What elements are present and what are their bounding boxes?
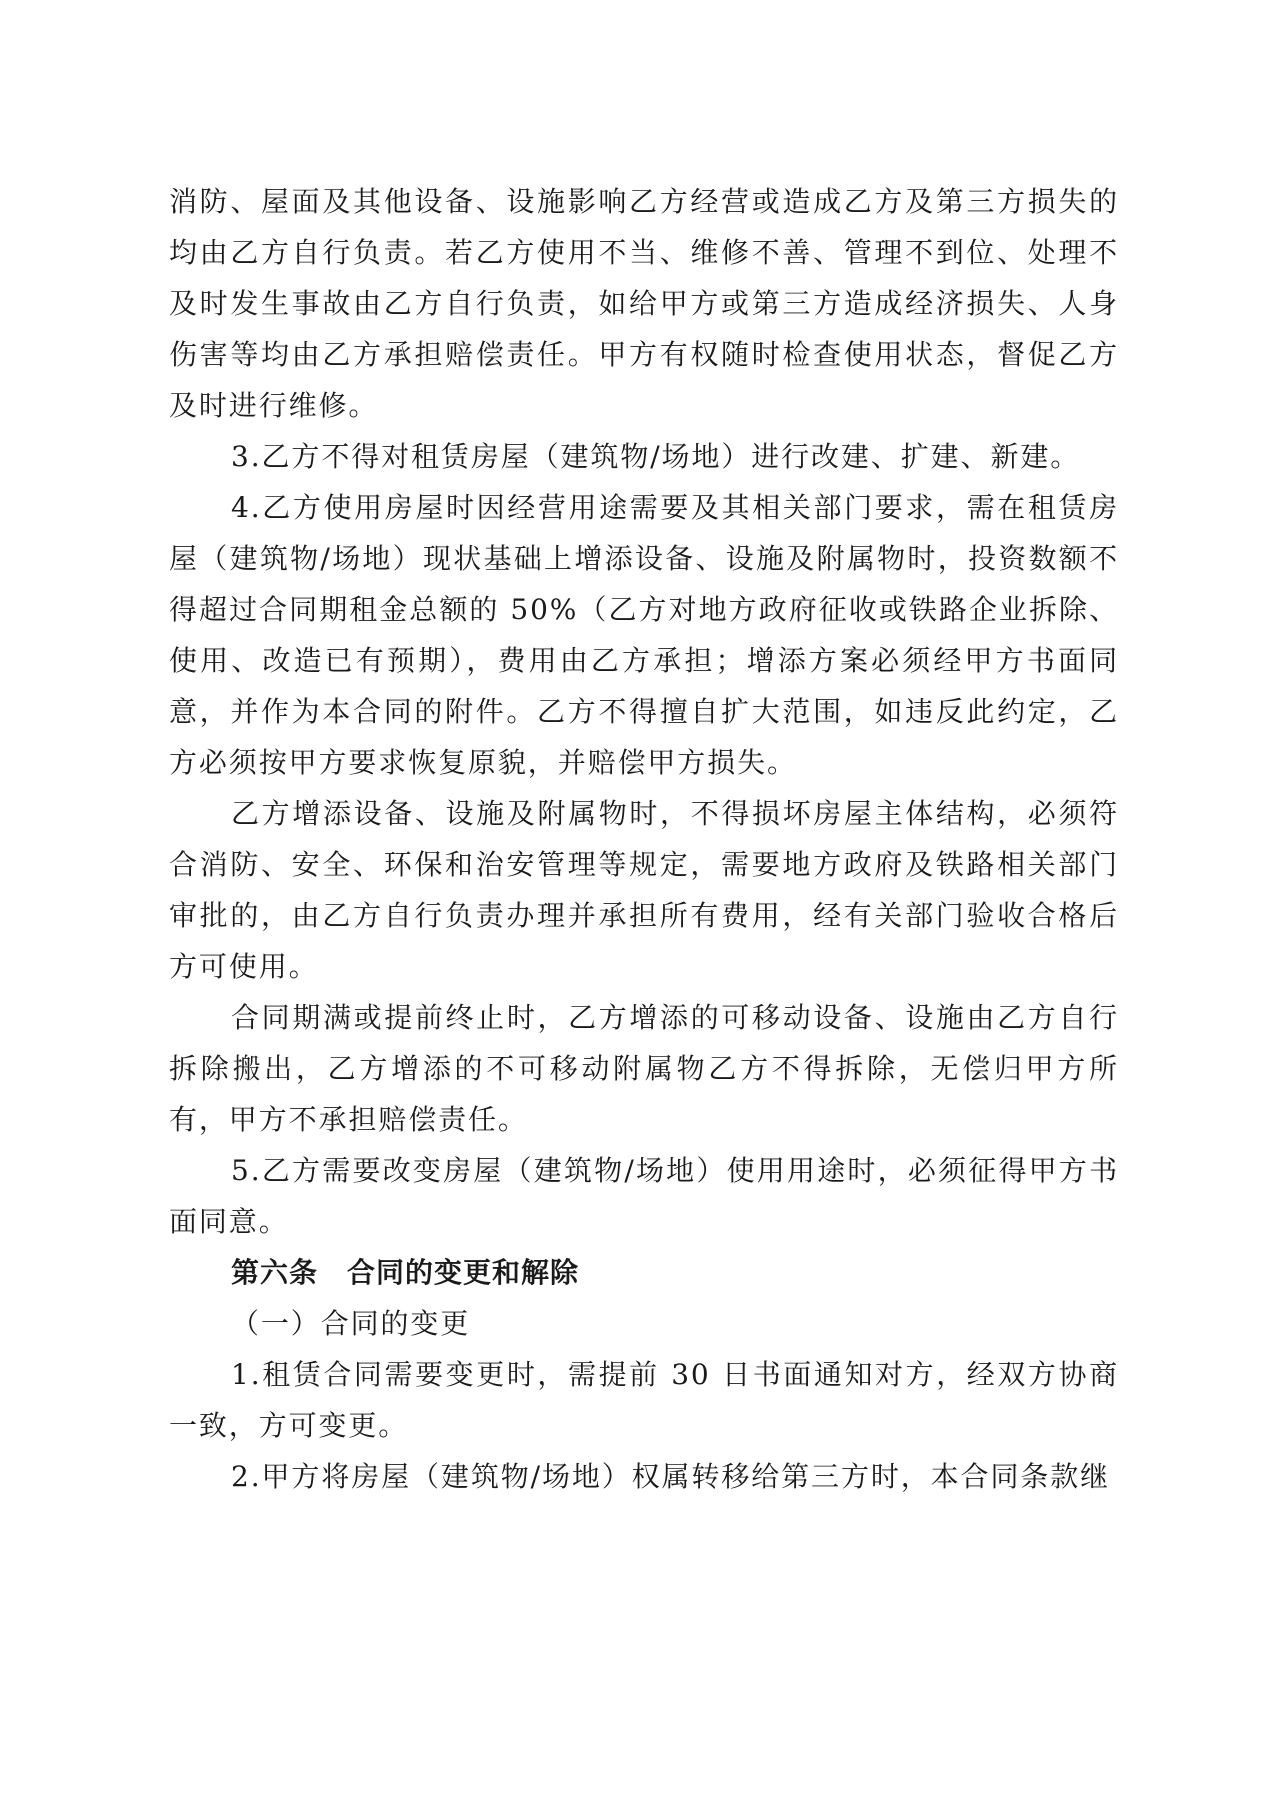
paragraph-additions: 乙方增添设备、设施及附属物时，不得损坏房屋主体结构，必须符合消防、安全、环保和治安管理等规定，需要地方政府及铁路相关部门审批的，由乙方自行负责办理并承担所有费用，经有关部门验收合格后方可使用。 [169,797,1119,983]
article-6-heading: 第六条 合同的变更和解除 [231,1256,580,1289]
paragraph-termination: 合同期满或提前终止时，乙方增添的可移动设备、设施由乙方自行拆除搬出，乙方增添的不可移动附属物乙方不得拆除，无偿归甲方所有，甲方不承担赔偿责任。 [169,1001,1119,1136]
paragraph-item-4: 4.乙方使用房屋时因经营用途需要及其相关部门要求，需在租赁房屋（建筑物/场地）现状基础上增添设备、设施及附属物时，投资数额不得超过合同期租金总额的 50%（乙方对地方政府征收或铁路企业拆除、使用、改造已有预期），费用由乙方承担；增添方案必须经甲方书面同意，并作为本合同的附件。乙方不得擅自扩大范围，如违反此约定，乙方必须按甲方要求恢复原貌，并赔偿甲方损失。 [169,491,1119,779]
paragraph-continuation: 消防、屋面及其他设备、设施影响乙方经营或造成乙方及第三方损失的均由乙方自行负责。若乙方使用不当、维修不善、管理不到位、处理不及时发生事故由乙方自行负责，如给甲方或第三方造成经济损失、人身伤害等均由乙方承担赔偿责任。甲方有权随时检查使用状态，督促乙方及时进行维修。 [169,185,1119,422]
section-1-heading: （一）合同的变更 [231,1307,471,1340]
document-page [169,176,1119,1502]
paragraph-item-3: 3.乙方不得对租赁房屋（建筑物/场地）进行改建、扩建、新建。 [231,440,1081,473]
paragraph-item-5: 5.乙方需要改变房屋（建筑物/场地）使用用途时，必须征得甲方书面同意。 [169,1154,1119,1238]
paragraph-change-2: 2.甲方将房屋（建筑物/场地）权属转移给第三方时，本合同条款继 [231,1460,1111,1493]
paragraph-change-1: 1.租赁合同需要变更时，需提前 30 日书面通知对方，经双方协商一致，方可变更。 [169,1358,1119,1442]
